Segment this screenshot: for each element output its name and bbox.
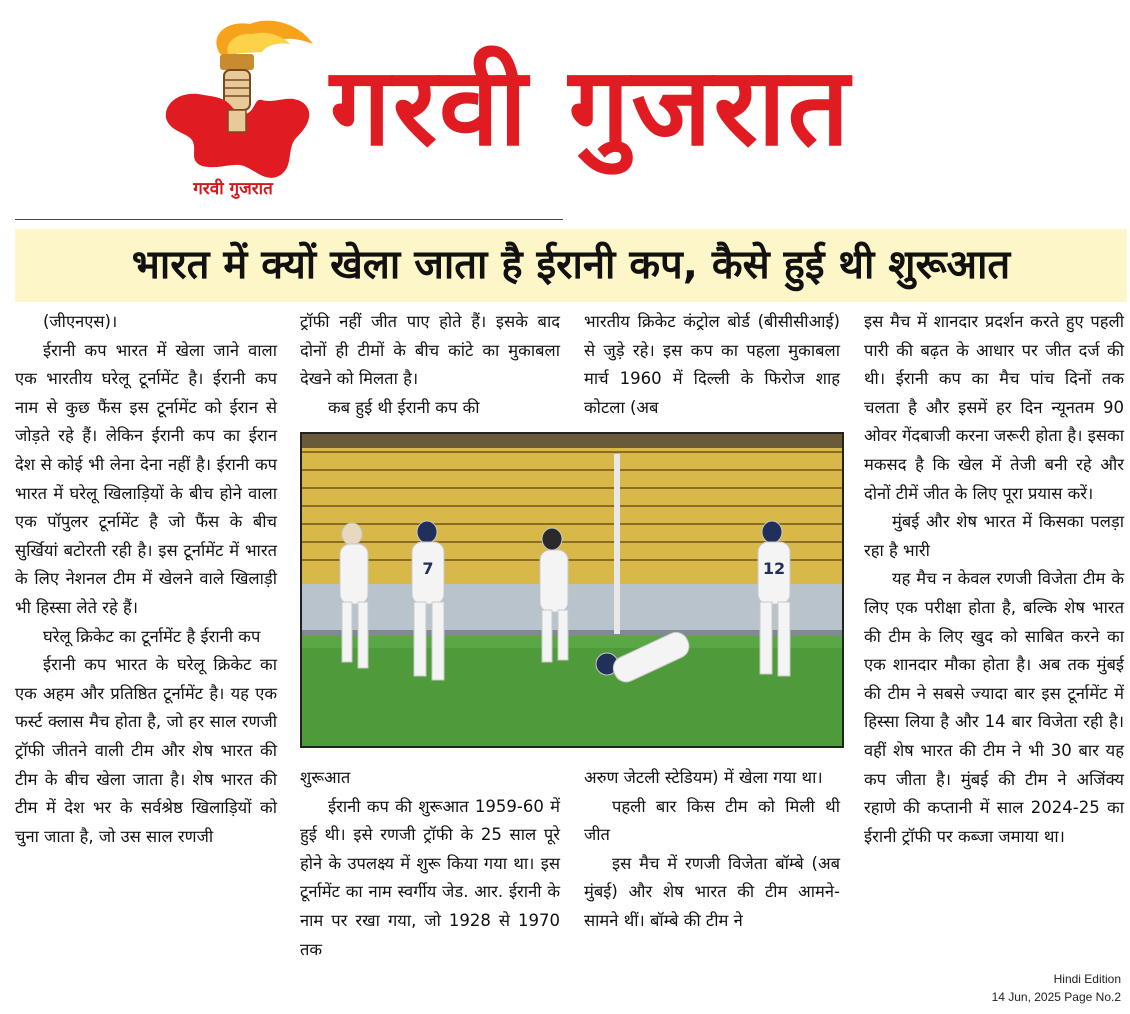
article-subheading: मुंबई और शेष भारत में किसका पलड़ा रहा है भारी <box>864 512 1124 560</box>
logo-caption: गरवी गुजरात <box>193 179 273 199</box>
article-subheading: घरेलू क्रिकेट का टूर्नामेंट है ईरानी कप <box>43 626 261 646</box>
jersey-number: 7 <box>422 559 434 578</box>
article-subheading: कब हुई थी ईरानी कप की <box>328 397 480 417</box>
article-paragraph: इस मैच में रणजी विजेता बॉम्बे (अब मुंबई) और शेष भारत की टीम आमने-सामने थीं। बॉम्बे की टीम ने <box>584 853 840 930</box>
masthead <box>0 0 1130 220</box>
column-3-top <box>584 308 840 422</box>
article-paragraph: इस मैच में शानदार प्रदर्शन करते हुए पहली पारी की बढ़त के आधार पर जीत दर्ज की थी। ईरानी कप का मैच पांच दिनों तक चलता है और इसमें हर दिन न्यूनतम 90 ओवर गेंदबाजी करना जरूरी होता है। इसका मकसद है कि खेल में तेजी बनी रहे और दोनों टीमें जीत के लिए पूरा प्रयास करें। <box>864 312 1124 503</box>
article-paragraph: ईरानी कप की शुरूआत 1959-60 में हुई थी। इसे रणजी ट्रॉफी के 25 साल पूरे होने के उपलक्ष्य में शुरू किया गया था। इस टूर्नामेंट का नाम स्वर्गीय जेड. आर. ईरानी के नाम पर रखा गया, जो 1928 से 1970 तक <box>300 796 560 959</box>
cricket-photo <box>300 432 844 748</box>
article-dateline: (जीएनएस)। <box>43 312 118 331</box>
article-paragraph: ट्रॉफी नहीं जीत पाए होते हैं। इसके बाद दोनों ही टीमों के बीच कांटे का मुकाबला देखने को मिलता है। <box>300 312 560 389</box>
date-page-label: 14 Jun, 2025 Page No.2 <box>991 990 1121 1004</box>
article-headline: भारत में क्यों खेला जाता है ईरानी कप, कैसे हुई थी शुरूआत <box>131 242 1011 288</box>
jersey-number: 12 <box>762 559 786 578</box>
article-subheading: पहली बार किस टीम को मिली थी जीत <box>584 796 840 845</box>
article-subheading: शुरूआत <box>300 768 351 787</box>
article-paragraph: भारतीय क्रिकेट कंट्रोल बोर्ड (बीसीसीआई) से जुड़े रहे। इस कप का पहला मुकाबला मार्च 1960 में दिल्ली के फिरोज शाह कोटला (अब <box>584 312 840 417</box>
cricket-celebration-image <box>302 434 842 746</box>
column-3-bottom <box>584 764 840 936</box>
masthead-divider <box>15 219 563 220</box>
article-paragraph: अरुण जेटली स्टेडियम) में खेला गया था। <box>584 768 823 787</box>
page-footer <box>992 970 1121 1006</box>
column-4 <box>864 308 1124 851</box>
headline-band <box>15 229 1127 302</box>
column-2-top <box>300 308 560 422</box>
column-2-bottom <box>300 764 560 964</box>
masthead-title: गरवी गुजरात <box>330 45 852 170</box>
column-1 <box>15 308 277 851</box>
edition-label: Hindi Edition <box>1053 972 1121 986</box>
article-paragraph: ईरानी कप भारत में खेला जाने वाला एक भारतीय घरेलू टूर्नामेंट है। ईरानी कप नाम से कुछ फैंस इस टूर्नामेंट को ईरान से जोड़ते रहे हैं। लेकिन ईरानी कप का ईरान देश से कोई भी लेना देना नहीं है। ईरानी कप भारत में घरेलू खिलाड़ियों के बीच होने वाला एक पॉपुलर टूर्नामेंट है जो फैंस के बीच सुर्खियां बटोरती रही है। इस टूर्नामेंट में भारत के लिए नेशनल टीम में खेलने वाले खिलाड़ी भी हिस्सा लेते रहे हैं। <box>15 340 277 617</box>
article-paragraph: यह मैच न केवल रणजी विजेता टीम के लिए एक परीक्षा होता है, बल्कि शेष भारत की टीम के लिए खुद को साबित करने का एक शानदार मौका होता है। अब तक मुंबई की टीम ने सबसे ज्यादा बार इस टूर्नामेंट में हिस्सा लिया है और 14 बार विजेता रही है। वहीं शेष भारत की टीम ने भी 30 बार यह कप जीता है। मुंबई की टीम ने अजिंक्य रहाणे की कप्तानी में साल 2024-25 का ईरानी ट्रॉफी पर कब्जा जमाया था। <box>864 569 1124 846</box>
article-paragraph: ईरानी कप भारत के घरेलू क्रिकेट का एक अहम और प्रतिष्ठित टूर्नामेंट है। यह एक फर्स्ट क्लास मैच होता है, जो हर साल रणजी ट्रॉफी जीतने वाली टीम और शेष भारत की टीम के बीच खेला जाता है। शेष भारत की टीम में देश भर के सर्वश्रेष्ठ खिलाड़ियों को चुना जाता है, जो उस साल रणजी <box>15 655 277 846</box>
